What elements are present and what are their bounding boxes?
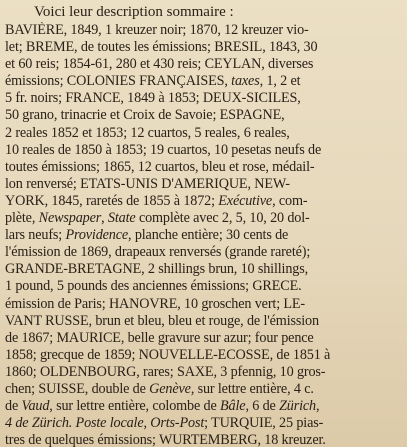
text-line: lon renversé; ETATS-UNIS D'AMERIQUE, NEW- [5,175,290,192]
text-line: de Vaud, sur lettre entière, colombe de Bâle, 6 de Zürich, [5,398,320,415]
text-line: l'émission de 1869, drapeaux renversés (grande rareté); [5,244,311,261]
text-line: 10 reales de 1850 à 1853; 19 cuartos, 10 pesetas neufs de [5,141,322,158]
text-line: 2 reales 1852 et 1853; 12 cuartos, 5 reales, 6 reales, [5,124,290,141]
text-line: émissions; COLONIES FRANÇAISES, taxes, 1, 2 et [5,73,301,90]
text-line: émission de Paris; HANOVRE, 10 groschen vert; LE- [5,295,305,312]
italic-text: taxes [231,73,260,90]
text-line: chen; SUISSE, double de Genève, sur lettre entière, 4 c. [5,380,314,397]
section-heading: Voici leur description sommaire : [34,4,234,20]
italic-text: State [107,210,136,227]
text-line: VANT RUSSE, brun et bleu, bleu et rouge, de l'émission [5,312,319,329]
italic-text: Vaud [21,398,50,415]
italic-text: Exécutive [218,192,273,209]
italic-text: Providence [65,227,129,244]
text-line: 1858; grecque de 1859; NOUVELLE-ECOSSE, de 1851 à [5,346,331,363]
text-line: 5 fr. noirs; FRANCE, 1849 à 1853; DEUX-SICILES, [5,90,301,107]
text-line: toutes émissions; 1865, 12 cuartos, bleu et rose, médail- [5,158,315,175]
body-text [5,22,403,447]
text-line: de 1867; MAURICE, belle gravure sur azur; four pence [5,329,314,346]
text-line: 1 pound, 5 pounds des anciennes émissions; GRECE. [5,278,302,295]
italic-text: Bâle [220,398,246,415]
text-line: lars neufs; Providence, planche entière; 30 cents de [5,227,289,244]
text-line: let; BREME, de toutes les émissions; BRESIL, 1843, 30 [5,39,318,56]
text-line: plète, Newspaper, State complète avec 2, 5, 10, 20 dol- [5,210,310,227]
text-line: GRANDE-BRETAGNE, 2 shillings brun, 10 shillings, [5,261,309,278]
text-line: tres de quelques émissions; WURTEMBERG, 18 kreuzer. [5,432,326,447]
text-line: 1860; OLDENBOURG, rares; SAXE, 3 pfennig, 10 gros- [5,363,326,380]
text-line: et 60 reis; 1854-61, 280 et 430 reis; CEYLAN, diverses [5,56,314,73]
italic-text: Newspaper [38,210,102,227]
italic-text: Zürich [279,398,317,415]
text-line: YORK, 1845, raretés de 1855 à 1872; Exécutive, com- [5,192,308,209]
italic-text: Genève [149,380,191,397]
italic-text: 4 de Zürich. Poste locale, Orts-Post [5,415,205,432]
text-line: 50 grano, trinacrie et Croix de Savoie; ESPAGNE, [5,107,285,124]
text-line: BAVIÈRE, 1849, 1 kreuzer noir; 1870, 12 kreuzer vio- [5,22,309,38]
text-line: 4 de Zürich. Poste locale, Orts-Post; TURQUIE, 25 pias- [5,415,324,432]
